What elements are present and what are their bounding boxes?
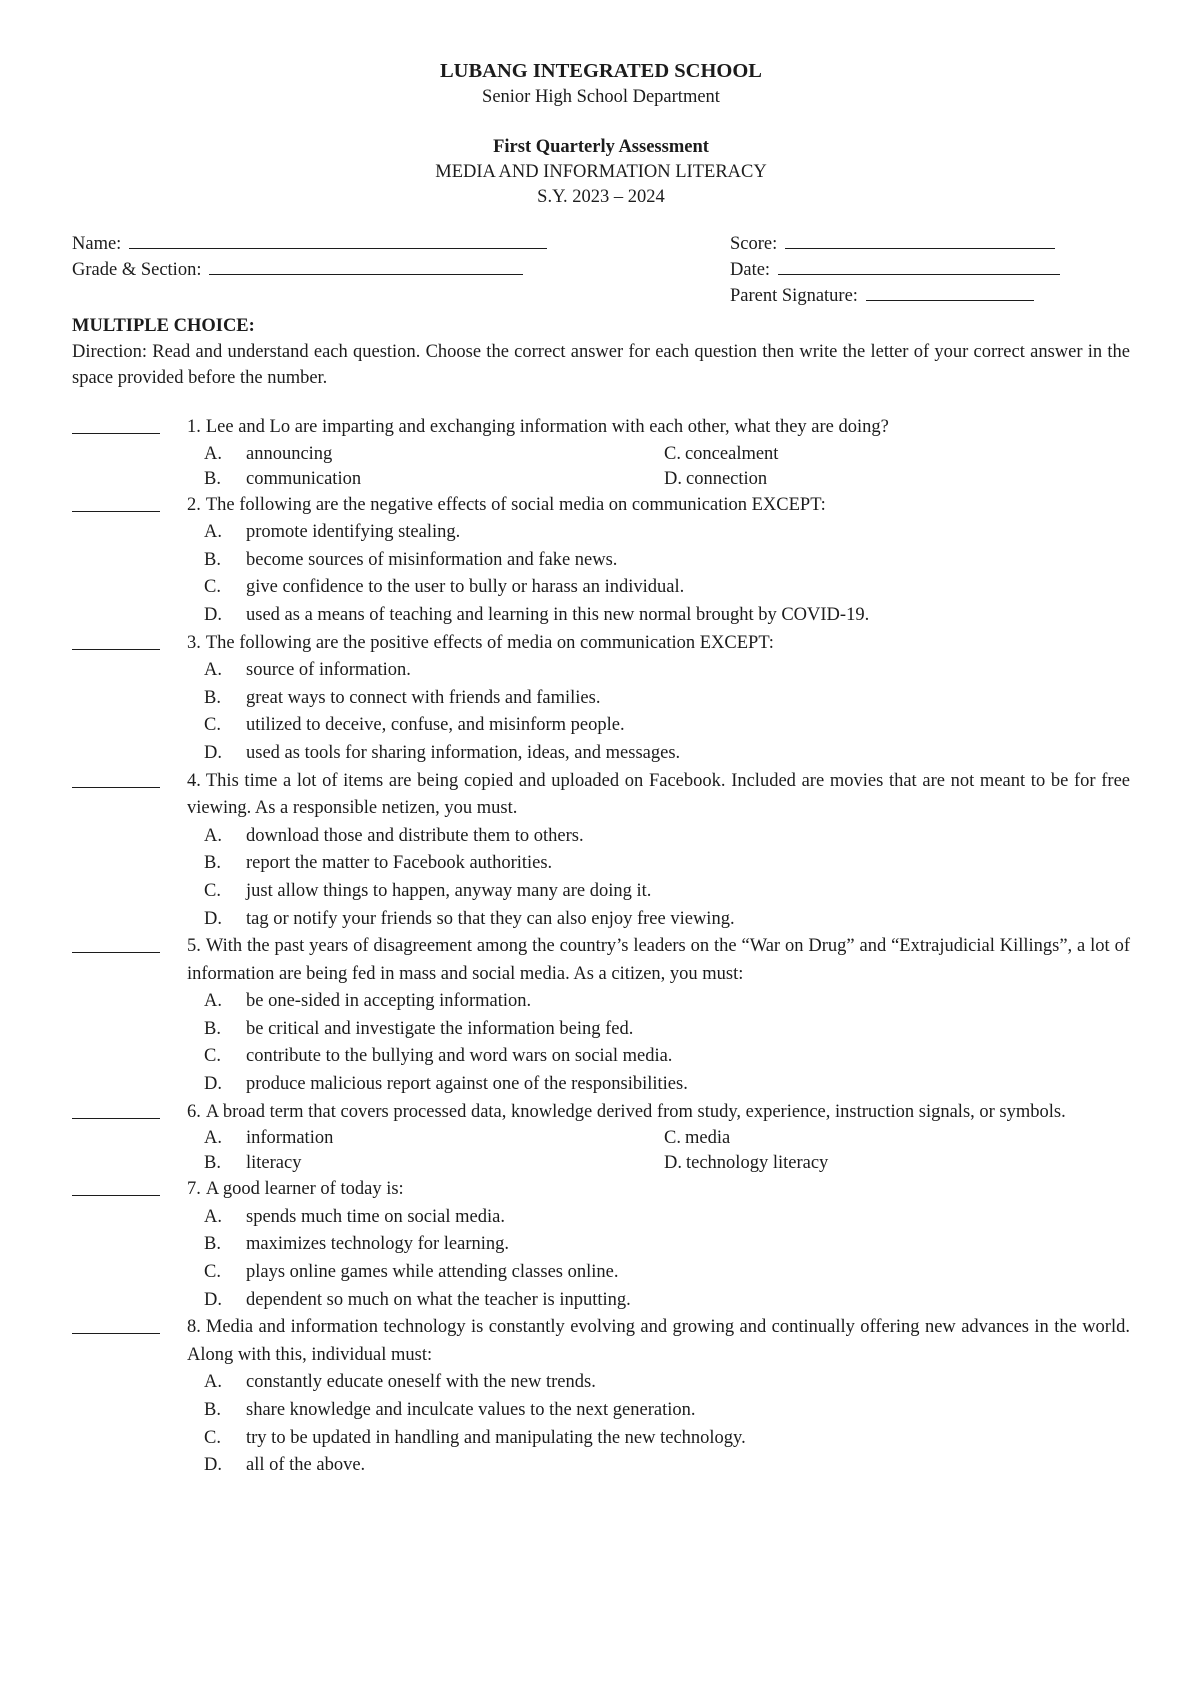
option-item [204, 850, 1130, 878]
question-number: 4. [187, 770, 201, 791]
directions: Direction: Read and understand each question. Choose the correct answer for each question then write the letter of your correct answer in the space provided before the number. [72, 342, 1130, 388]
question-text: Lee and Lo are imparting and exchanging information with each other, what they are doing? [205, 417, 889, 437]
option-letter: A. [204, 443, 222, 464]
answer-blank[interactable] [72, 630, 160, 650]
option-text: information [246, 1128, 334, 1149]
option-letter: B. [204, 687, 221, 708]
option-text: literacy [246, 1153, 302, 1174]
option-text: spends much time on social media. [246, 1206, 505, 1227]
option-letter: C. [664, 443, 681, 464]
question-item [72, 768, 1130, 823]
option-text: contribute to the bullying and word wars on social media. [246, 1046, 673, 1067]
option-letter: A. [204, 522, 222, 543]
option-text: source of information. [246, 660, 411, 681]
option-letter: B. [204, 468, 221, 489]
option-item [204, 906, 1130, 934]
option-text: share knowledge and inculcate values to the next generation. [246, 1400, 696, 1420]
parent-signature-blank[interactable] [866, 283, 1034, 301]
option-letter: A. [204, 1206, 222, 1227]
exam-title: First Quarterly Assessment [493, 137, 709, 157]
option-item [664, 467, 1064, 492]
option-letter: B. [204, 549, 221, 570]
option-item [204, 1369, 1130, 1397]
option-text: tag or notify your friends so that they can also enjoy free viewing. [246, 908, 735, 929]
answer-blank[interactable] [72, 414, 160, 434]
option-letter: D. [664, 1153, 682, 1174]
answer-blank[interactable] [72, 492, 160, 512]
option-text: report the matter to Facebook authorities. [246, 853, 553, 874]
option-letter: D. [204, 742, 222, 763]
option-item [204, 1151, 664, 1176]
parent-signature-label: Parent Signature: [730, 286, 858, 306]
name-label: Name: [72, 234, 122, 254]
question-number: 8. [187, 1317, 201, 1338]
option-item [204, 1126, 664, 1151]
option-item [664, 1126, 1064, 1151]
option-text: announcing [246, 443, 333, 464]
option-item [204, 467, 664, 492]
option-letter: A. [204, 1128, 222, 1149]
option-text: be critical and investigate the information being fed. [246, 1018, 634, 1039]
option-letter: D. [204, 1074, 222, 1095]
question-item [72, 1176, 1130, 1204]
option-letter: B. [204, 1234, 221, 1255]
option-letter: A. [204, 660, 222, 681]
question-item [72, 1099, 1130, 1127]
option-text: promote identifying stealing. [246, 522, 461, 543]
option-text: all of the above. [246, 1455, 366, 1476]
option-item [204, 685, 1130, 713]
option-item [204, 602, 1130, 630]
school-name: LUBANG INTEGRATED SCHOOL [440, 60, 762, 82]
option-item [204, 823, 1130, 851]
option-list [204, 657, 1130, 767]
document-header [72, 58, 1130, 210]
option-item [204, 712, 1130, 740]
option-letter: C. [204, 715, 221, 736]
student-info-block [72, 231, 1130, 309]
question-text: With the past years of disagreement among the country’s leaders on the “War on Drug” and “Extrajudicial Killings”, a lot of information are being fed in mass and social media. As a citizen, you must: [187, 936, 1130, 984]
option-letter: A. [204, 825, 222, 846]
option-item [664, 442, 1064, 467]
section-title: MULTIPLE CHOICE: [72, 316, 255, 336]
option-letter: C. [204, 1427, 221, 1448]
option-list [204, 823, 1130, 933]
question-number: 2. [187, 494, 201, 515]
question-text: This time a lot of items are being copied and uploaded on Facebook. Included are movies that are not meant to be for free viewing. As a responsible netizen, you must. [187, 770, 1130, 819]
option-letter: C. [204, 880, 221, 901]
option-item [204, 442, 664, 467]
option-item [204, 657, 1130, 685]
question-item [72, 630, 1130, 658]
option-letter: B. [204, 1018, 221, 1039]
option-item [204, 1204, 1130, 1232]
option-text: try to be updated in handling and manipulating the new technology. [246, 1427, 746, 1448]
question-item [72, 492, 1130, 520]
option-letter: D. [204, 1289, 222, 1310]
grade-section-blank[interactable] [209, 257, 523, 275]
question-number: 1. [187, 417, 201, 437]
option-item [204, 1452, 1130, 1480]
question-number: 7. [187, 1179, 201, 1200]
option-letter: B. [204, 1400, 221, 1420]
option-letter: A. [204, 991, 222, 1012]
question-text: A broad term that covers processed data, knowledge derived from study, experience, instruction signals, or symbols. [205, 1101, 1066, 1122]
question-text: A good learner of today is: [205, 1179, 404, 1200]
option-text: utilized to deceive, confuse, and misinform people. [246, 715, 625, 736]
score-blank[interactable] [785, 231, 1055, 249]
option-text: plays online games while attending classes online. [246, 1262, 619, 1283]
question-text: The following are the positive effects of media on communication EXCEPT: [205, 632, 774, 653]
option-text: used as tools for sharing information, ideas, and messages. [246, 742, 681, 763]
option-letter: B. [204, 853, 221, 874]
question-number: 3. [187, 632, 201, 653]
answer-blank[interactable] [72, 768, 160, 788]
option-item [204, 574, 1130, 602]
question-item [72, 1314, 1130, 1369]
option-text: produce malicious report against one of the responsibilities. [246, 1074, 688, 1095]
option-text: communication [246, 468, 362, 489]
option-item [664, 1151, 1064, 1176]
option-text: be one-sided in accepting information. [246, 991, 532, 1012]
option-text: download those and distribute them to others. [246, 825, 584, 846]
option-item [204, 1425, 1130, 1453]
option-list [204, 1204, 1130, 1314]
option-item [204, 1071, 1130, 1099]
grade-section-field [72, 257, 523, 284]
assessment-page [72, 58, 1130, 1480]
option-item [204, 519, 1130, 547]
option-item [204, 878, 1130, 906]
date-label: Date: [730, 260, 771, 280]
option-text: connection [686, 468, 768, 489]
name-blank[interactable] [129, 231, 547, 249]
option-letter: D. [204, 908, 222, 929]
date-field [730, 257, 1060, 284]
option-letter: C. [204, 1046, 221, 1067]
option-text: give confidence to the user to bully or harass an individual. [246, 577, 685, 598]
parent-signature-field [730, 283, 1034, 310]
grade-section-label: Grade & Section: [72, 260, 202, 280]
option-letter: C. [204, 1262, 221, 1283]
question-number: 5. [187, 936, 201, 957]
answer-blank[interactable] [72, 1176, 160, 1196]
option-list [204, 1369, 1130, 1479]
score-field [730, 231, 1055, 258]
option-item [204, 1016, 1130, 1044]
question-text: The following are the negative effects of social media on communication EXCEPT: [205, 494, 826, 515]
question-list [72, 414, 1130, 1480]
option-letter: D. [664, 468, 682, 489]
score-label: Score: [730, 234, 778, 254]
option-list [204, 442, 1130, 492]
date-blank[interactable] [778, 257, 1060, 275]
name-field [72, 231, 547, 258]
option-text: technology literacy [686, 1153, 829, 1174]
option-item [204, 988, 1130, 1016]
answer-blank[interactable] [72, 933, 160, 953]
option-letter: C. [204, 577, 221, 598]
option-text: maximizes technology for learning. [246, 1234, 510, 1255]
option-item [204, 1259, 1130, 1287]
option-list [204, 988, 1130, 1098]
question-number: 6. [187, 1101, 201, 1122]
option-letter: A. [204, 1372, 222, 1393]
option-text: just allow things to happen, anyway many are doing it. [246, 880, 652, 901]
option-list [204, 519, 1130, 629]
option-text: become sources of misinformation and fake news. [246, 549, 618, 570]
option-letter: D. [204, 1455, 222, 1476]
option-text: used as a means of teaching and learning in this new normal brought by COVID-19. [246, 604, 870, 625]
option-text: media [684, 1128, 731, 1149]
answer-blank[interactable] [72, 1099, 160, 1119]
option-item [204, 1397, 1130, 1425]
option-item [204, 740, 1130, 768]
option-text: concealment [684, 443, 779, 464]
question-item [72, 933, 1130, 988]
option-item [204, 1231, 1130, 1259]
option-list [204, 1126, 1130, 1176]
option-text: great ways to connect with friends and families. [246, 687, 601, 708]
question-text: Media and information technology is constantly evolving and growing and continually offering new advances in the world. Along with this, individual must: [187, 1317, 1130, 1365]
option-letter: C. [664, 1128, 681, 1149]
option-letter: B. [204, 1153, 221, 1174]
answer-blank[interactable] [72, 1314, 160, 1334]
option-item [204, 1043, 1130, 1071]
option-text: dependent so much on what the teacher is inputting. [246, 1289, 631, 1310]
subject: MEDIA AND INFORMATION LITERACY [435, 162, 767, 182]
option-text: constantly educate oneself with the new trends. [246, 1372, 596, 1393]
option-letter: D. [204, 604, 222, 625]
department: Senior High School Department [482, 87, 720, 107]
option-item [204, 1287, 1130, 1315]
option-item [204, 547, 1130, 575]
question-item [72, 414, 1130, 442]
school-year: S.Y. 2023 – 2024 [537, 187, 665, 207]
